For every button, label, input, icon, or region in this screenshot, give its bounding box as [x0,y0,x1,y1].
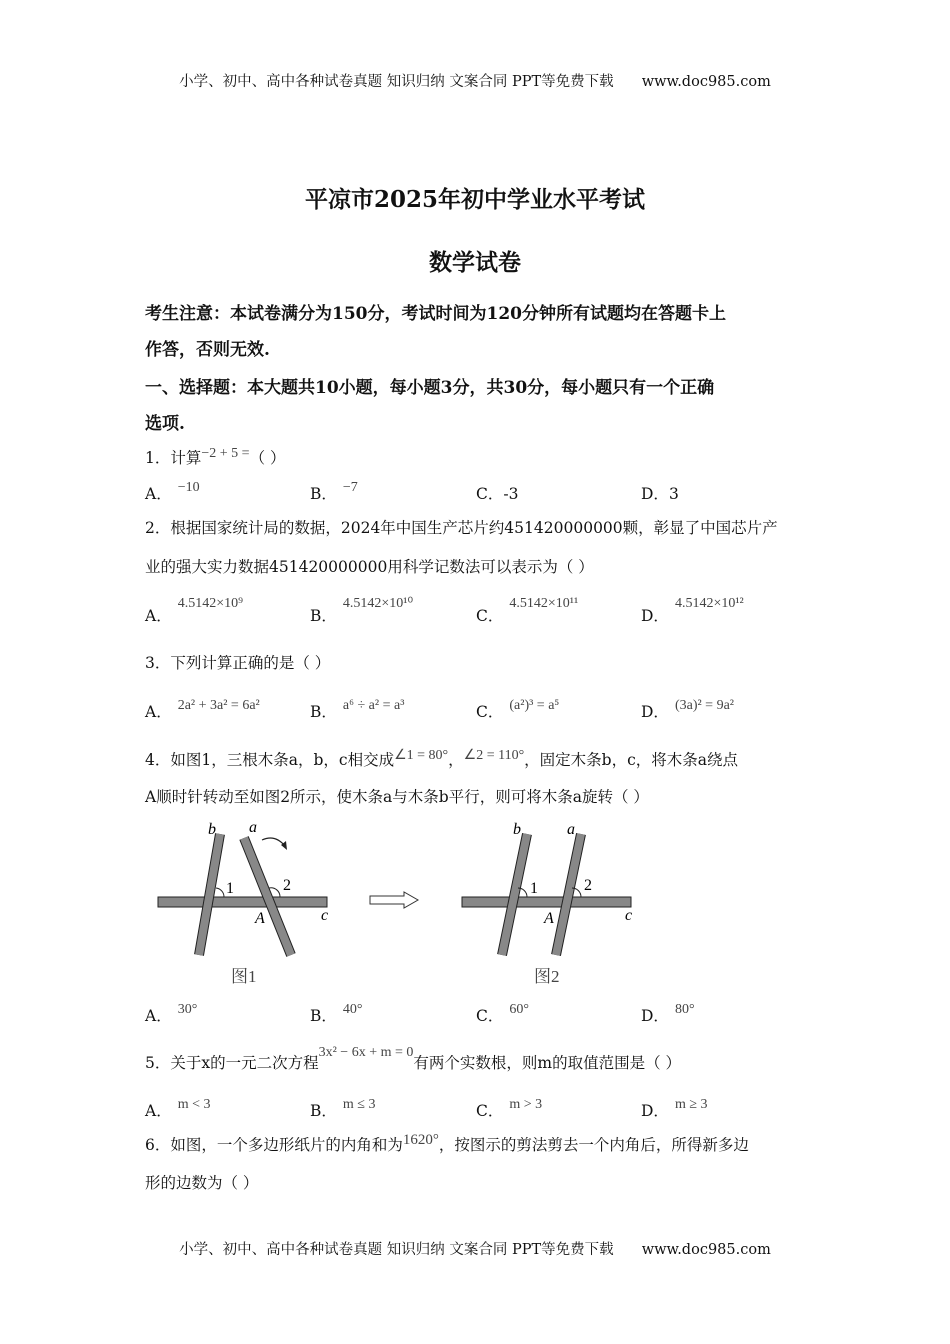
q1-options-3-l: D． [641,485,669,503]
q5-option-a[interactable] [145,1099,211,1121]
q5-options-1-l: B． [310,1102,337,1120]
q4-options-0-v: 30° [177,1002,198,1017]
q5-option-d[interactable] [641,1099,708,1121]
q4-figure-labels2-A: A [544,910,554,927]
q4-options-2-v: 60° [509,1002,529,1017]
q2-options-3-l: D． [641,607,669,625]
question-2-cont: 业的强大实力数据451420000000用科学记数法可以表示为（ ） [145,558,594,576]
q1-options-3-v: 3 [668,485,679,503]
q5-option-c[interactable] [476,1099,542,1121]
q4-figure-labels2-two: 2 [584,877,592,894]
figure-1 [158,819,328,986]
header-url[interactable]: www.doc985.com [641,74,771,90]
q2-options-0-l: A． [145,607,172,625]
q5-math: 3x² − 6x + m = 0 [318,1045,414,1060]
page-footer [0,1238,950,1259]
q5-options-0-l: A． [145,1102,172,1120]
notice-line: 考生注意：本试卷满分为150分，考试时间为120分钟所有试题均在答题卡上 [145,304,726,324]
q4-figure-labels1-a: a [249,819,257,836]
q4-options-2-l: C． [476,1007,504,1025]
exam-title: 平凉市2025年初中学业水平考试 [304,186,645,213]
footer-text: 小学、初中、高中各种试卷真题 知识归纳 文案合同 PPT等免费下载 [179,1242,614,1258]
q4-option-c[interactable] [476,1004,529,1026]
exam-subtitle: 数学试卷 [429,249,521,276]
section-heading: 选项. [145,414,185,434]
q1-options-0-l: A． [145,485,172,503]
stick-c [158,897,327,907]
section-heading: 一、选择题：本大题共10小题，每小题3分，共30分，每小题只有一个正确 [145,378,715,398]
stick-a [556,834,581,955]
q2-options-1-v: 4.5142×10¹⁰ [342,596,414,611]
q1-options-2-v: -3 [503,485,519,503]
q4-options-1-l: B． [310,1007,337,1025]
figure-1-caption: 图1 [231,967,257,986]
q3-options-1-v: a⁶ ÷ a² = a³ [342,698,405,713]
q4-figure-labels1-b: b [208,821,216,838]
stick-c [462,897,631,907]
q4-l1b: ，固定木条b，c，将木条a绕点 [524,751,739,769]
q5-post: 有两个实数根，则m的取值范围是（ ） [413,1054,682,1072]
arrow-right-icon [370,892,418,908]
q3-options-2-l: C． [476,703,504,721]
question-6-cont: 形的边数为（ ） [145,1174,259,1192]
q3-options-3-l: D． [641,703,669,721]
q5-options-0-v: m < 3 [177,1097,211,1112]
q4-options-3-l: D． [641,1007,669,1025]
q4-figure-labels1-one: 1 [226,880,234,897]
q4-figure-labels1-two: 2 [283,877,291,894]
question-6 [145,1133,749,1155]
q3-options-2-v: (a²)³ = a⁵ [509,698,560,713]
q1-paren: （ ） [249,449,286,467]
q1-options-0-v: −10 [177,480,200,495]
q4-m1: ∠1 = 80° [394,748,449,763]
q1-math: −2 + 5 = [201,446,250,461]
q4-figure-labels2-c: c [625,907,633,924]
q4-l1a: 4．如图1，三根木条a，b，c相交成 [145,751,395,769]
q5-pre: 5．关于x的一元二次方程 [145,1054,319,1072]
q4-figure-labels1-c: c [321,907,329,924]
q4-option-b[interactable] [310,1004,363,1026]
q6-pre: 6．如图，一个多边形纸片的内角和为 [145,1136,403,1154]
stick-b [502,834,527,955]
figure-2 [462,821,632,986]
q1-options-1-v: −7 [342,480,358,495]
q4-figure-labels1-A: A [255,910,265,927]
question-4-cont: A顺时针转动至如图2所示，使木条a与木条b平行，则可将木条a旋转（ ） [145,788,649,806]
q4-figure-labels2-a: a [567,821,575,838]
q5-options-1-v: m ≤ 3 [342,1097,376,1112]
q3-options-1-l: B． [310,703,337,721]
q6-post: ，按图示的剪法剪去一个内角后，所得新多边 [438,1136,749,1154]
header-text: 小学、初中、高中各种试卷真题 知识归纳 文案合同 PPT等免费下载 [179,74,614,90]
q3-options-0-v: 2a² + 3a² = 6a² [177,698,260,713]
question-5 [145,1045,682,1073]
q4-options-0-l: A． [145,1007,172,1025]
q6-math: 1620° [402,1132,439,1148]
q4-option-d[interactable] [641,1004,695,1026]
q1-options-1-l: B． [310,485,337,503]
q4-figure-labels2-one: 1 [530,880,538,897]
q2-options-2-l: C． [476,607,504,625]
q4-figure-labels2-b: b [513,821,521,838]
q5-options-3-v: m ≥ 3 [674,1097,708,1112]
figure-2-caption: 图2 [534,967,560,986]
stick-b [199,834,220,955]
q5-options-3-l: D． [641,1102,669,1120]
q5-options-2-v: m > 3 [509,1097,543,1112]
q1-text: 1．计算 [145,449,202,467]
q4-options-3-v: 80° [674,1002,695,1017]
q4-sep: ， [448,751,464,769]
q2-options-3-v: 4.5142×10¹² [674,596,744,611]
angle-1-arc [216,888,224,897]
question-3: 3．下列计算正确的是（ ） [145,654,331,672]
q5-option-b[interactable] [310,1099,375,1121]
notice-line: 作答，否则无效. [145,340,270,360]
q2-options-0-v: 4.5142×10⁹ [177,596,243,611]
q4-options-1-v: 40° [342,1002,363,1017]
q3-options-3-v: (3a)² = 9a² [674,698,734,713]
question-2: 2．根据国家统计局的数据，2024年中国生产芯片约451420000000颗，彰显了中国芯片产 [145,519,778,537]
q5-options-2-l: C． [476,1102,504,1120]
q3-options-0-l: A． [145,703,172,721]
q2-options-1-l: B． [310,607,337,625]
q4-option-a[interactable] [145,1004,197,1026]
q1-options-2-l: C． [476,485,504,503]
q4-m2: ∠2 = 110° [463,748,525,763]
q2-options-2-v: 4.5142×10¹¹ [509,596,579,611]
footer-url[interactable]: www.doc985.com [641,1242,771,1258]
